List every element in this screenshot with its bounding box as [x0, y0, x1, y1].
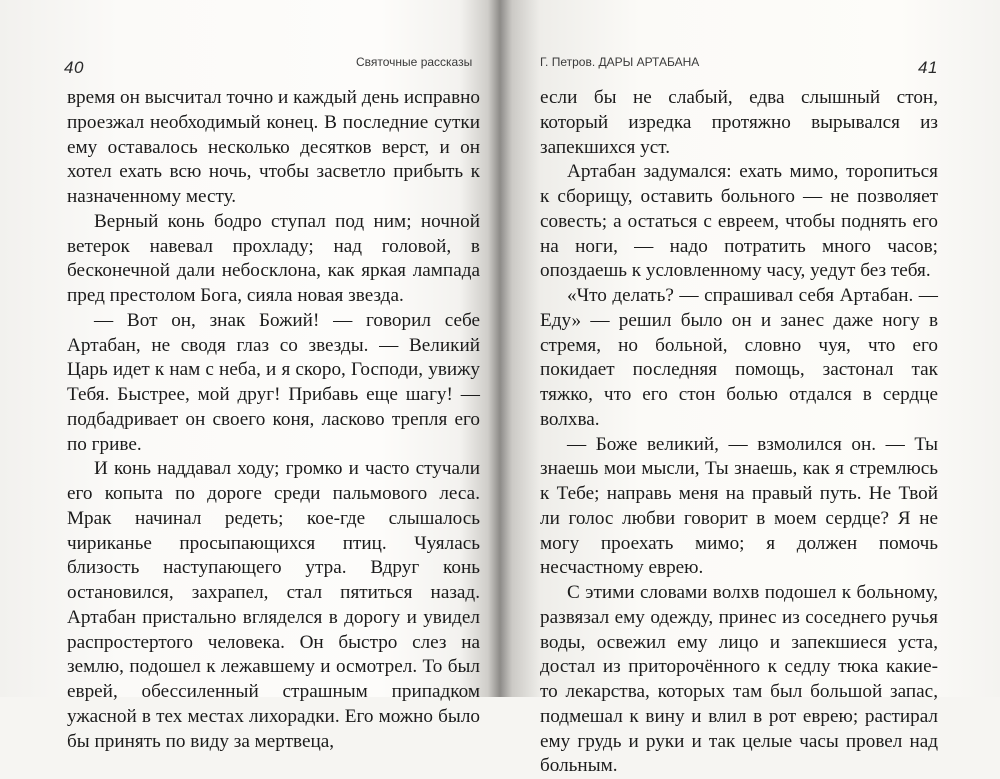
running-head: Г. Петров. ДАРЫ АРТАБАНА [540, 55, 700, 69]
right-page [500, 0, 1000, 777]
paragraph: «Что делать? — спрашивал себя Артабан. — Еду» — решил было он и занес даже ногу в стремя, но больной, словно чуя, что его покидает последняя помощь, застонал так тяжко, что его стон болью отдался в сердце волхва. [540, 285, 938, 430]
paragraph: — Вот он, знак Божий! — говорил себе Артабан, не сводя глаз со звезды. — Великий Царь идет к нам с неба, и я скоро, Господи, увижу Тебя. Быстрее, мой друг! Прибавь еще шагу! — подбадривает он своего коня, ласково трепля его по гриве. [67, 309, 480, 455]
paragraph: если бы не слабый, едва слышный стон, который изредка протяжно вырывался из запекшихся уст. [540, 87, 938, 158]
page-number: 40 [64, 58, 84, 77]
paragraph: С этими словами волхв подошел к больному, развязал ему одежду, принес из соседнего ручья воды, освежил ему лицо и запекшиеся уста, достал из приторочённого к седлу тюка какие-то лекарства, которых там был большой запас, подмешал к вину и влил в рот еврею; растирал ему грудь и руки и так целые часы провел над больным. [540, 582, 938, 777]
page-body [540, 86, 938, 779]
page-number: 41 [918, 58, 938, 77]
page-body [67, 86, 480, 754]
running-head: Святочные рассказы [356, 55, 473, 69]
paragraph: — Боже великий, — взмолился он. — Ты знаешь мои мысли, Ты знаешь, как я стремлюсь к Тебе; направь меня на правый путь. Не Твой ли голос любви говорит в моем сердце? Я не могу проехать мимо; я должен помочь несчастному еврею. [540, 433, 938, 579]
paragraph: время он высчитал точно и каждый день исправно проезжал необходимый конец. В последние сутки ему оставалось несколько десятков верст, и он хотел ехать всю ночь, чтобы засветло прибыть к назначенному месту. [67, 87, 480, 207]
paragraph: Артабан задумался: ехать мимо, торопиться к сборищу, оставить больного — не позволяет совесть; а остаться с евреем, чтобы поднять его на ноги, — надо потратить много часов; опоздаешь к условленному часу, уедут без тебя. [540, 161, 938, 282]
paragraph: Верный конь бодро ступал под ним; ночной ветерок навевал прохладу; над головой, в бесконечной дали небосклона, как яркая лампада пред престолом Бога, сияла новая звезда. [67, 210, 480, 306]
left-page [0, 0, 500, 752]
paragraph: И конь наддавал ходу; громко и часто стучали его копыта по дороге среди пальмового леса. Мрак начинал редеть; кое-где слышалось чириканье просыпающихся птиц. Чуялась близость наступающего утра. Вдруг конь остановился, захрапел, стал пятиться назад. Артабан пристально вгляделся в дорогу и увидел распростертого человека. Он быстро слез на землю, подошел к лежавшему и осмотрел. То был еврей, обессиленный страшным припадком ужасной в тех местах лихорадки. Его можно было бы принять по виду за мертвеца, [67, 458, 480, 752]
